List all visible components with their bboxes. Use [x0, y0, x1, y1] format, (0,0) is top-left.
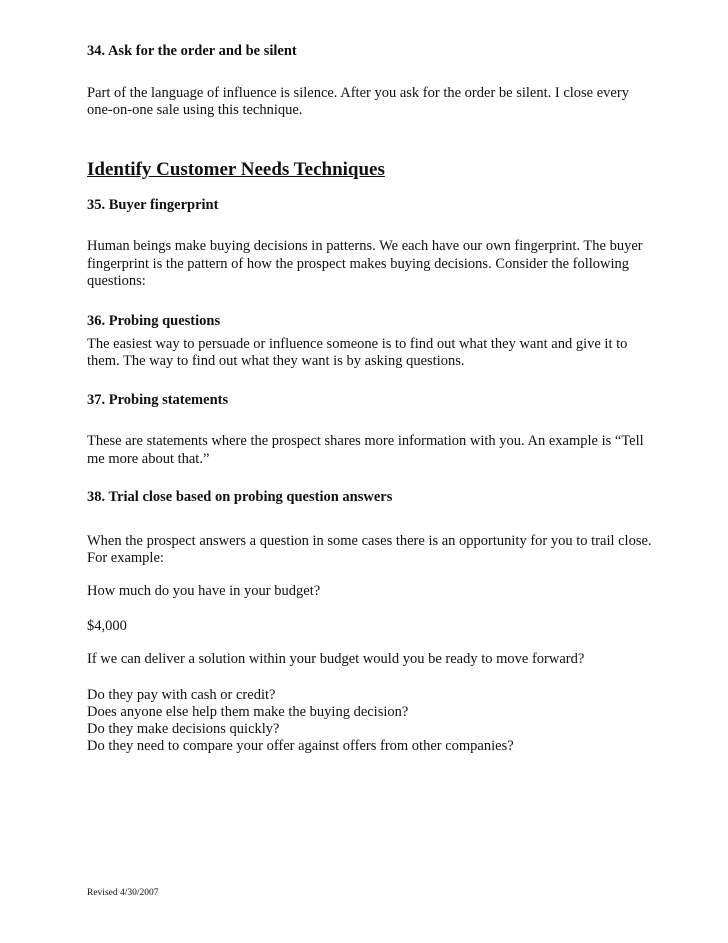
paragraph-line: The easiest way to persuade or influence someone is to find out what they want and give it to [87, 336, 628, 352]
heading-38: 38. Trial close based on probing question answers [87, 489, 393, 505]
paragraph-line: one-on-one sale using this technique. [87, 102, 303, 118]
heading-34: 34. Ask for the order and be silent [87, 43, 297, 59]
paragraph-line: questions: [87, 273, 146, 289]
heading-37: 37. Probing statements [87, 392, 229, 408]
example-answer: $4,000 [87, 618, 127, 634]
question-item: Do they need to compare your offer against offers from other companies? [87, 738, 514, 754]
example-followup: If we can deliver a solution within your budget would you be ready to move forward? [87, 651, 585, 667]
question-item: Do they pay with cash or credit? [87, 687, 276, 703]
section-title: Identify Customer Needs Techniques [87, 159, 385, 180]
paragraph-line: Human beings make buying decisions in patterns. We each have our own fingerprint. The buyer [87, 238, 643, 254]
paragraph-line: them. The way to find out what they want is by asking questions. [87, 353, 465, 369]
paragraph-line: Part of the language of influence is silence. After you ask for the order be silent. I close every [87, 85, 629, 101]
heading-35: 35. Buyer fingerprint [87, 197, 219, 213]
paragraph-line: me more about that.” [87, 451, 210, 467]
footer-revised-date: Revised 4/30/2007 [87, 888, 159, 898]
question-item: Does anyone else help them make the buying decision? [87, 704, 409, 720]
heading-36: 36. Probing questions [87, 313, 221, 329]
question-item: Do they make decisions quickly? [87, 721, 280, 737]
paragraph-line: When the prospect answers a question in some cases there is an opportunity for you to trail close. [87, 533, 652, 549]
paragraph-line: fingerprint is the pattern of how the prospect makes buying decisions. Consider the following [87, 256, 630, 272]
paragraph-line: For example: [87, 550, 164, 566]
paragraph-line: These are statements where the prospect shares more information with you. An example is “Tell [87, 433, 644, 449]
example-question: How much do you have in your budget? [87, 583, 321, 599]
